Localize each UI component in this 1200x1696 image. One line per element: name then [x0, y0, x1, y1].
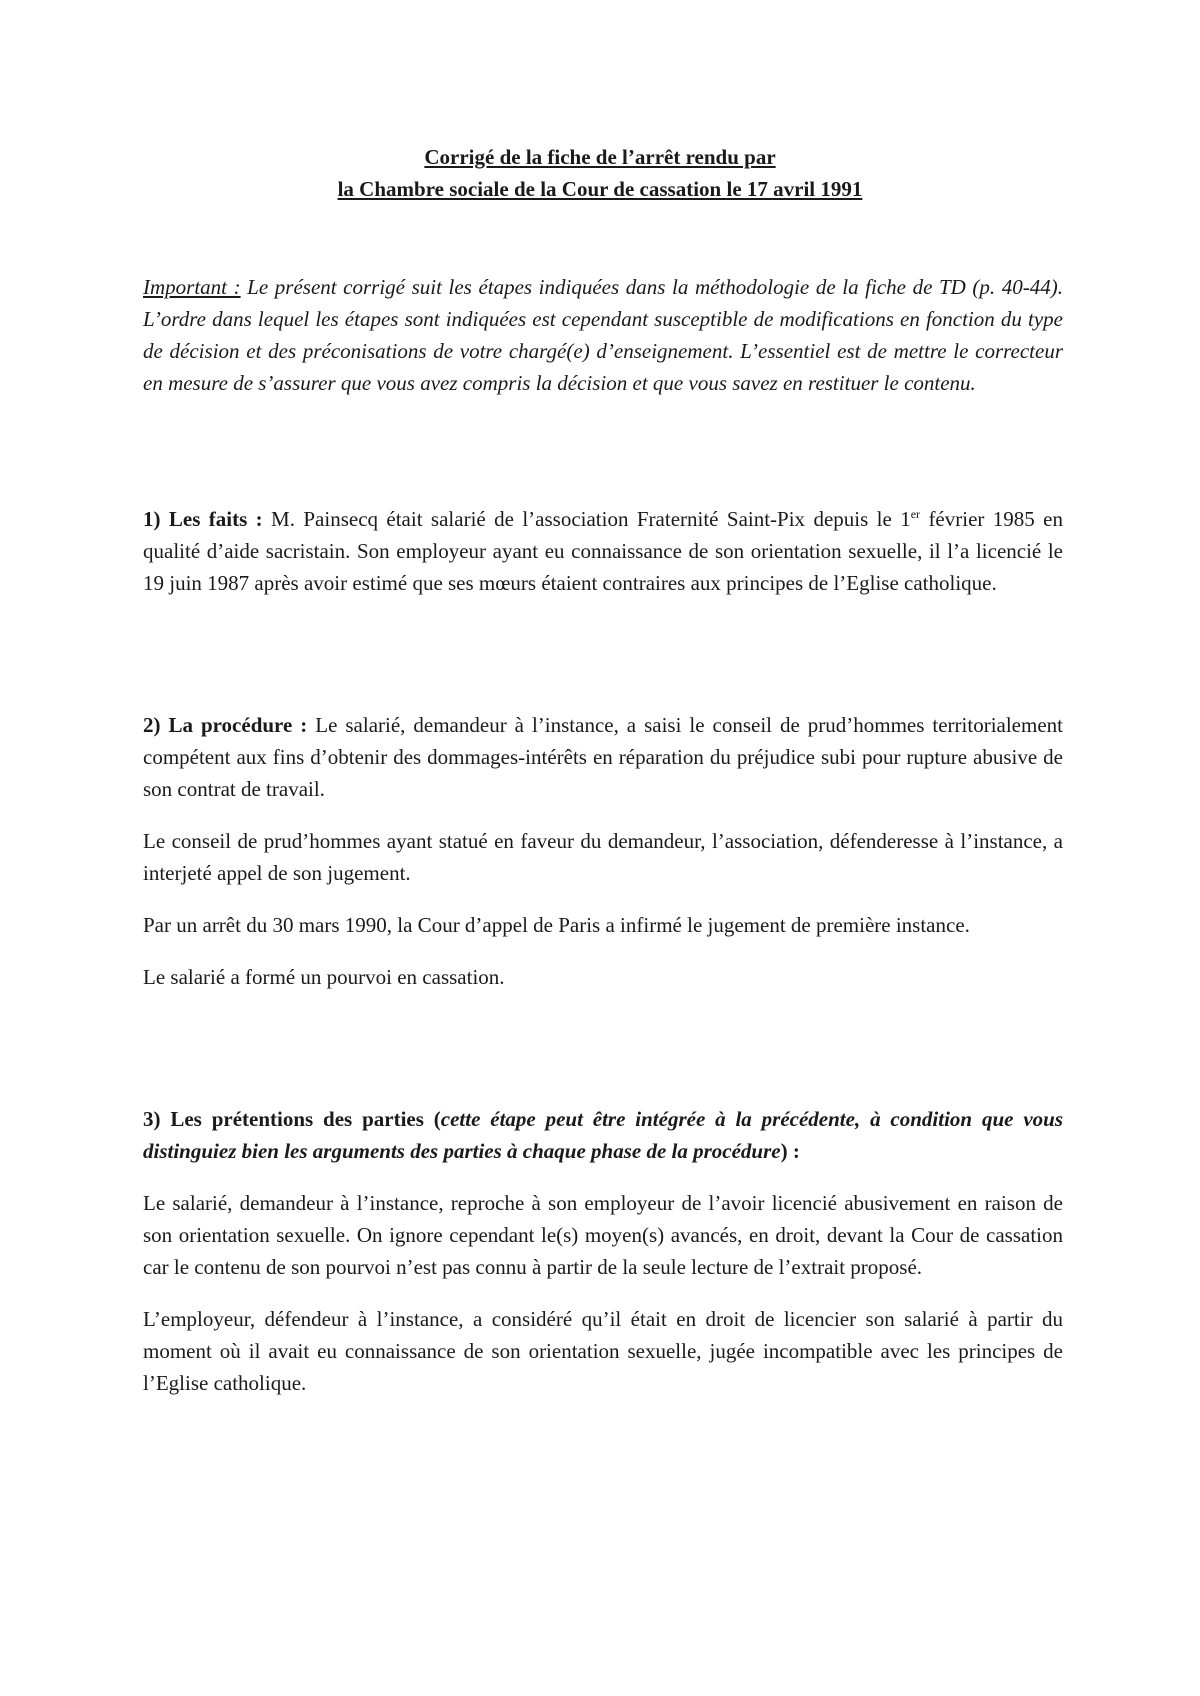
important-label: Important : — [143, 275, 241, 299]
pretentions-paragraph-2: L’employeur, défendeur à l’instance, a considéré qu’il était en droit de licencier son salarié à partir du moment où il avait eu connaissance de son orientation sexuelle, jugée incompatible avec les principes de l’Eglise catholique. — [143, 1307, 1063, 1395]
faits-text-after: février 1985 en qualité d’aide sacristain. Son employeur ayant eu connaissance de son orientation sexuelle, il l’a licencié le 19 juin 1987 après avoir estimé que ses mœurs étaient contraires aux principes de l’Eglise catholique. — [143, 507, 1063, 595]
section-faits — [143, 503, 1063, 599]
pretentions-paragraph-1: Le salarié, demandeur à l’instance, reproche à son employeur de l’avoir licencié abusivement en raison de son orientation sexuelle. On ignore cependant le(s) moyen(s) avancés, en droit, devant la Cour de cassation car le contenu de son pourvoi n’est pas connu à partir de la seule lecture de l’extrait proposé. — [143, 1191, 1063, 1279]
faits-text-before: M. Painsecq était salarié de l’association Fraternité Saint-Pix depuis le 1 — [262, 507, 911, 531]
procedure-paragraph-4: Le salarié a formé un pourvoi en cassation. — [143, 965, 505, 989]
procedure-heading: 2) La procédure : — [143, 713, 308, 737]
pretentions-heading-end: ) : — [780, 1139, 800, 1163]
faits-superscript: er — [910, 507, 921, 521]
procedure-paragraph-3: Par un arrêt du 30 mars 1990, la Cour d’appel de Paris a infirmé le jugement de première instance. — [143, 913, 970, 937]
important-note — [143, 271, 1063, 399]
section-procedure — [143, 709, 1063, 993]
document-title — [0, 141, 1200, 205]
section-pretentions — [143, 1103, 1063, 1399]
pretentions-heading: 3) Les prétentions des parties ( — [143, 1107, 441, 1131]
pretentions-note: cette étape peut être intégrée à la précédente, à condition que vous distinguiez bien les arguments des parties à chaque phase de la procédure — [143, 1107, 1063, 1163]
title-line-2: la Chambre sociale de la Cour de cassation le 17 avril 1991 — [337, 177, 863, 201]
faits-heading: 1) Les faits : — [143, 507, 263, 531]
pretentions-heading-line — [143, 1103, 1063, 1167]
procedure-paragraph-1: Le salarié, demandeur à l’instance, a saisi le conseil de prud’hommes territorialement compétent aux fins d’obtenir des dommages-intérêts en réparation du préjudice subi pour rupture abusive de son contrat de travail. — [143, 713, 1063, 801]
procedure-paragraph-2: Le conseil de prud’hommes ayant statué en faveur du demandeur, l’association, défenderesse à l’instance, a interjeté appel de son jugement. — [143, 829, 1063, 885]
title-line-1: Corrigé de la fiche de l’arrêt rendu par — [424, 145, 776, 169]
important-text: Le présent corrigé suit les étapes indiquées dans la méthodologie de la fiche de TD (p. 40-44). L’ordre dans lequel les étapes sont indiquées est cependant susceptible de modifications en fonction du type de décision et des préconisations de votre chargé(e) d’enseignement. L’essentiel est de mettre le correcteur en mesure de s’assurer que vous avez compris la décision et que vous savez en restituer le contenu. — [143, 275, 1063, 395]
